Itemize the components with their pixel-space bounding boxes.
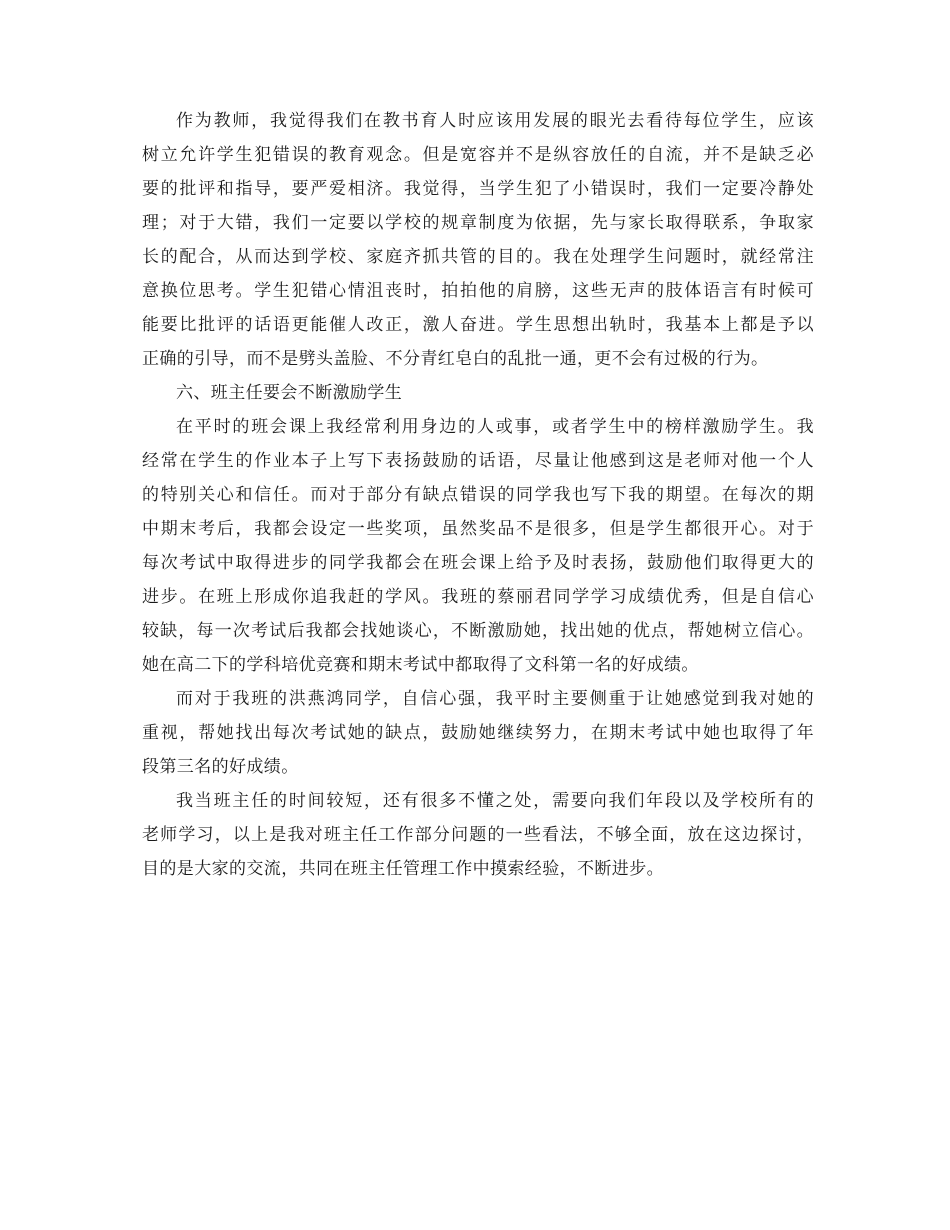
document-body — [142, 104, 814, 886]
text-line: 能要比批评的话语更能催人改正，激人奋进。学生思想出轨时，我基本上都是予以 — [142, 315, 814, 335]
text-line: 要的批评和指导，要严爱相济。我觉得，当学生犯了小错误时，我们一定要冷静处 — [142, 179, 814, 199]
text-line: 树立允许学生犯错误的教育观念。但是宽容并不是纵容放任的自流，并不是缺乏必 — [142, 145, 814, 165]
text-line: 理；对于大错，我们一定要以学校的规章制度为依据，先与家长取得联系，争取家 — [142, 213, 814, 233]
text-line: 意换位思考。学生犯错心情沮丧时，拍拍他的肩膀，这些无声的肢体语言有时候可 — [142, 281, 814, 301]
text-line: 进步。在班上形成你追我赶的学风。我班的蔡丽君同学学习成绩优秀，但是自信心 — [142, 587, 814, 607]
text-line: 较缺，每一次考试后我都会找她谈心，不断激励她，找出她的优点，帮她树立信心。 — [142, 621, 814, 641]
text-line: 段第三名的好成绩。 — [142, 757, 299, 777]
text-line: 中期末考后，我都会设定一些奖项，虽然奖品不是很多，但是学生都很开心。对于 — [142, 519, 814, 539]
text-line: 作为教师，我觉得我们在教书育人时应该用发展的眼光去看待每位学生，应该 — [176, 111, 814, 131]
text-line: 的特别关心和信任。而对于部分有缺点错误的同学我也写下我的期望。在每次的期 — [142, 485, 814, 505]
text-line: 长的配合，从而达到学校、家庭齐抓共管的目的。我在处理学生问题时，就经常注 — [142, 247, 814, 267]
text-line: 六、班主任要会不断激励学生 — [176, 383, 403, 403]
text-line: 在平时的班会课上我经常利用身边的人或事，或者学生中的榜样激励学生。我 — [176, 417, 814, 437]
text-line: 而对于我班的洪燕鸿同学，自信心强，我平时主要侧重于让她感觉到我对她的 — [176, 689, 814, 709]
text-line: 她在高二下的学科培优竞赛和期末考试中都取得了文科第一名的好成绩。 — [142, 655, 699, 675]
text-line: 经常在学生的作业本子上写下表扬鼓励的话语，尽量让他感到这是老师对他一个人 — [142, 451, 814, 471]
text-line: 老师学习，以上是我对班主任工作部分问题的一些看法，不够全面，放在这边探讨， — [142, 825, 814, 845]
text-line: 正确的引导，而不是劈头盖脸、不分青红皂白的乱批一通，更不会有过极的行为。 — [142, 349, 769, 369]
text-line: 重视，帮她找出每次考试她的缺点，鼓励她继续努力，在期末考试中她也取得了年 — [142, 723, 814, 743]
text-line: 目的是大家的交流，共同在班主任管理工作中摸索经验，不断进步。 — [142, 859, 664, 879]
text-line: 每次考试中取得进步的同学我都会在班会课上给予及时表扬，鼓励他们取得更大的 — [142, 553, 814, 573]
text-line: 我当班主任的时间较短，还有很多不懂之处，需要向我们年段以及学校所有的 — [176, 791, 814, 811]
